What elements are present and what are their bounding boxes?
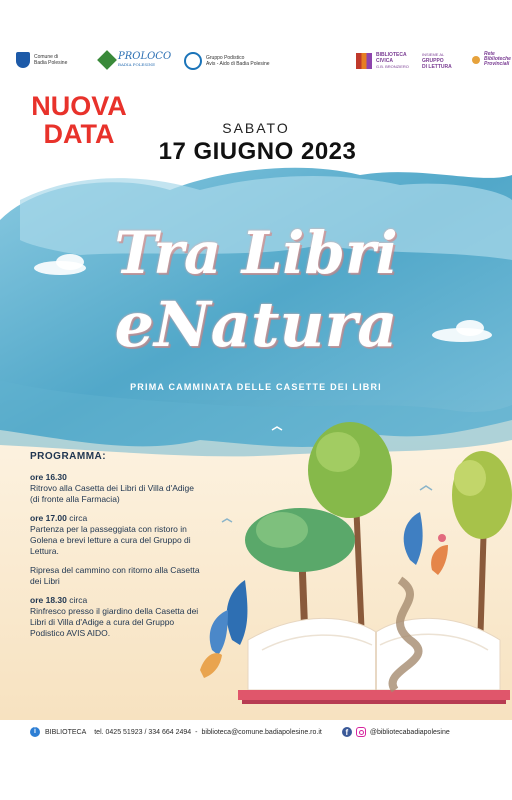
logo-rete-biblioteche [472,52,511,67]
program-text: Ripresa del cammino con ritorno alla Casetta dei Libri [30,565,200,586]
coat-of-arms-icon [16,52,30,68]
program-text: Rinfresco presso il giardino della Casetta dei Libri di Villa d'Adige a cura del Gruppo Podistico AVIS AIDO. [30,606,199,638]
logo-comune-line1: Comune di [34,54,59,60]
logo-gruppo-podistico [184,52,270,70]
library-emblem-icon [356,53,372,69]
program-time-value: ore 18.30 [30,595,67,605]
program-time-value: ore 17.00 [30,513,67,523]
event-day: SABATO [222,120,290,136]
logo-lettura-line3: DI LETTURA [422,64,452,70]
program-item [30,565,200,587]
info-icon: i [30,727,40,737]
logo-bib-line3: G.B. BRONZIERO [376,64,409,69]
program-item [30,595,200,639]
logo-biblioteca-civica [356,52,409,70]
footer-email[interactable]: biblioteca@comune.badiapolesine.ro.it [201,728,322,736]
logo-gruppo-lettura [422,52,452,70]
logo-gruppo-line2: Avis - Aido di Badia Polesine [206,61,270,67]
logo-bib-line2: CIVICA [376,58,393,64]
program-section [30,451,200,647]
logo-gruppo-line1: Gruppo Podistico [206,55,245,61]
logo-rete-line2: Biblioteche [484,56,511,62]
logo-proloco-text: PROLOCO [118,51,172,62]
event-date: 17 GIUGNO 2023 [158,138,357,165]
footer-phone: tel. 0425 51923 / 334 664 2494 [94,728,192,736]
logo-proloco [100,52,171,67]
logo-proloco-sub: BADIA POLESINE [118,62,156,67]
footer-social-handle[interactable]: @bibliotecabadiapolesine [369,728,450,736]
program-item [30,472,200,505]
subtitle: PRIMA CAMMINATA DELLE CASETTE DEI LIBRI [130,382,382,392]
banner-line1: NUOVA [31,91,127,121]
proloco-emblem-icon [97,50,117,70]
new-date-banner [20,92,138,148]
logo-bib-line1: BIBLIOTECA [376,52,407,58]
program-item [30,513,200,557]
title-line2: eNatura [114,288,398,361]
logo-lettura-line2: GRUPPO [422,58,444,64]
footer-contacts [30,724,490,740]
program-time [30,472,200,483]
logo-comune-line2: Badia Polesine [34,60,68,66]
banner-line2: DATA [43,119,115,149]
footer-separator: - [195,728,198,736]
program-time-value: ore 16.30 [30,472,67,482]
facebook-icon[interactable]: f [342,727,352,737]
logo-lettura-line1: INSIEME AL [422,52,445,57]
footer-label: BIBLIOTECA [45,728,87,736]
logo-rete-line3: Provinciali [484,61,510,67]
network-emblem-icon [472,56,480,64]
program-heading: PROGRAMMA: [30,451,107,462]
program-time-suffix: circa [66,513,88,523]
avis-aido-emblem-icon [184,52,202,70]
logo-comune [16,52,67,68]
program-time [30,513,200,524]
program-time [30,595,200,606]
instagram-icon[interactable] [356,727,366,737]
logo-rete-line1: Rete [484,51,495,57]
title-line1: Tra Libri [114,219,398,287]
header-logos [12,51,511,86]
program-text: Partenza per la passeggiata con ristoro in Golena e brevi letture a cura del Gruppo di Lettura. [30,524,191,556]
program-time-suffix: circa [66,595,88,605]
program-text: Ritrovo alla Casetta dei Libri di Villa d'Adige (di fronte alla Farmacia) [30,483,194,504]
